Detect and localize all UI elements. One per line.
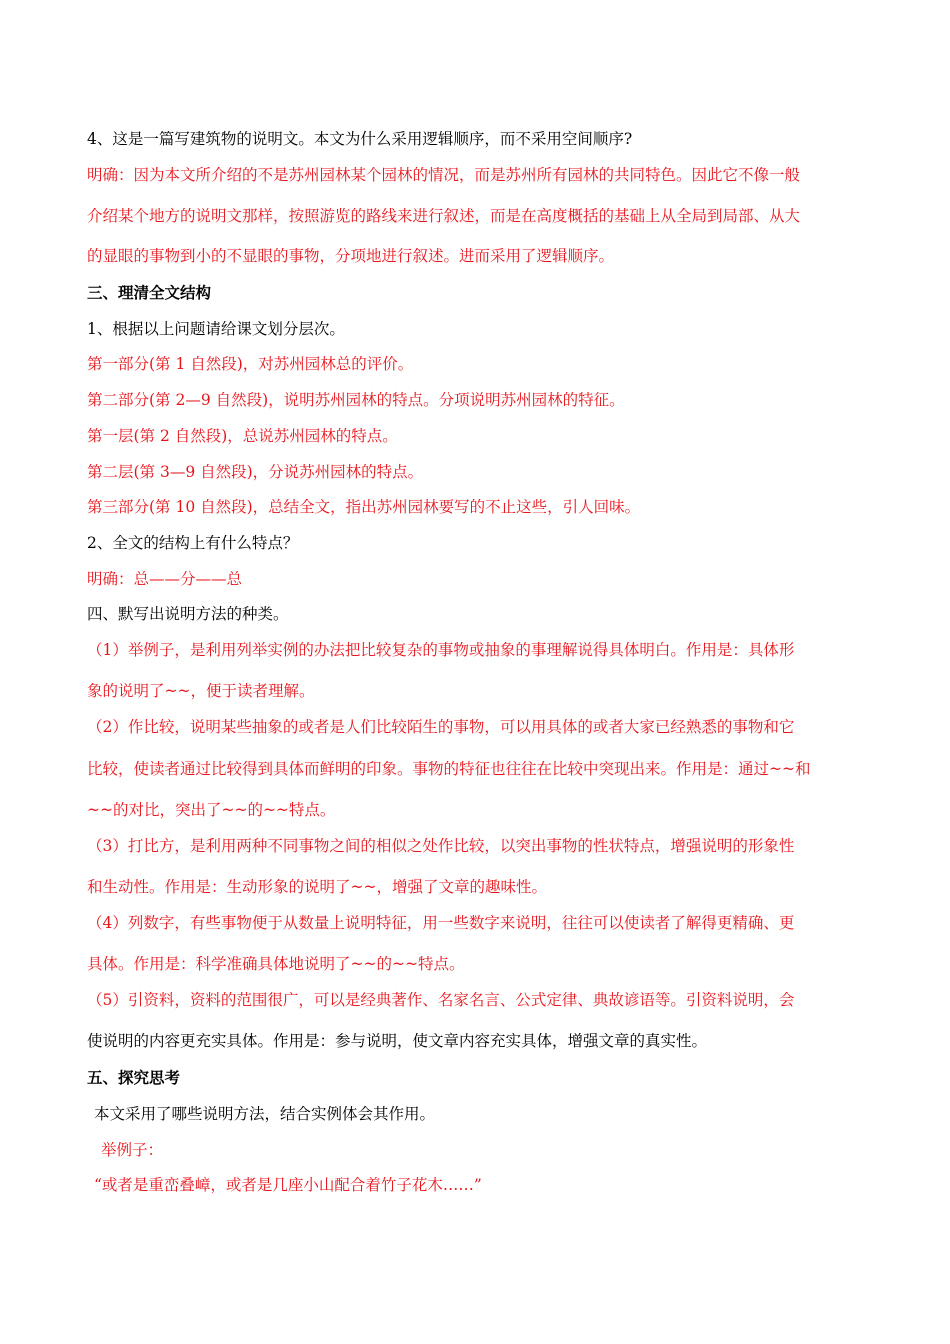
structure-layer-1: 第一层(第 2 自然段)，总说苏州园林的特点。 [87,427,398,445]
method-line-11: 使说明的内容更充实具体。作用是：参与说明，使文章内容充实具体，增强文章的真实性。 [87,1032,708,1050]
structure-layer-2: 第二层(第 3—9 自然段)，分说苏州园林的特点。 [87,463,424,481]
section-5-example: “或者是重峦叠嶂，或者是几座小山配合着竹子花木……” [94,1176,482,1194]
question-4: 4、这是一篇写建筑物的说明文。本文为什么采用逻辑顺序，而不采用空间顺序? [87,130,633,148]
structure-part-3: 第三部分(第 10 自然段)，总结全文，指出苏州园林要写的不止这些，引人回味。 [87,498,641,516]
method-line-10: （5）引资料，资料的范围很广，可以是经典著作、名家名言、公式定律、典故谚语等。引资料说明，会 [87,991,795,1009]
method-line-8: （4）列数字，有些事物便于从数量上说明特征，用一些数字来说明，往往可以使读者了解得更精确、更 [87,914,795,932]
structure-part-1: 第一部分(第 1 自然段)，对苏州园林总的评价。 [87,355,414,373]
section-5-method: 举例子： [101,1141,164,1159]
answer-4-line-1: 明确：因为本文所介绍的不是苏州园林某个园林的情况，而是苏州所有园林的共同特色。因此它不像一般 [87,166,801,184]
section-3-question-2: 2、全文的结构上有什么特点？ [87,534,299,552]
method-line-3: （2）作比较，说明某些抽象的或者是人们比较陌生的事物，可以用具体的或者大家已经熟悉的事物和它 [87,718,795,736]
section-5-prompt: 本文采用了哪些说明方法，结合实例体会其作用。 [94,1105,436,1123]
structure-part-2: 第二部分(第 2—9 自然段)，说明苏州园林的特点。分项说明苏州园林的特征。 [87,391,625,409]
section-3-question-1: 1、根据以上问题请给课文划分层次。 [87,320,345,338]
section-3-heading: 三、理清全文结构 [87,283,212,302]
method-line-1: （1）举例子，是利用列举实例的办法把比较复杂的事物或抽象的事理解说得具体明白。作用是：具体形 [87,641,795,659]
method-line-5: ~~的对比，突出了~~的~~特点。 [87,801,336,819]
section-5-heading: 五、探究思考 [87,1068,181,1087]
method-line-9: 具体。作用是：科学准确具体地说明了~~的~~特点。 [87,955,465,973]
method-line-7: 和生动性。作用是：生动形象的说明了~~，增强了文章的趣味性。 [87,878,547,896]
answer-4-line-2: 介绍某个地方的说明文那样，按照游览的路线来进行叙述，而是在高度概括的基础上从全局到局部、从大 [87,207,801,225]
method-line-2: 象的说明了~~，便于读者理解。 [87,682,315,700]
section-3-answer-2: 明确：总——分——总 [87,570,243,588]
method-line-4: 比较，使读者通过比较得到具体而鲜明的印象。事物的特征也往往在比较中突现出来。作用是：通过~~和 [87,760,811,778]
method-line-6: （3）打比方，是利用两种不同事物之间的相似之处作比较，以突出事物的性状特点，增强说明的形象性 [87,837,795,855]
answer-4-line-3: 的显眼的事物到小的不显眼的事物，分项地进行叙述。进而采用了逻辑顺序。 [87,247,615,265]
section-4-heading: 四、默写出说明方法的种类。 [87,605,289,623]
